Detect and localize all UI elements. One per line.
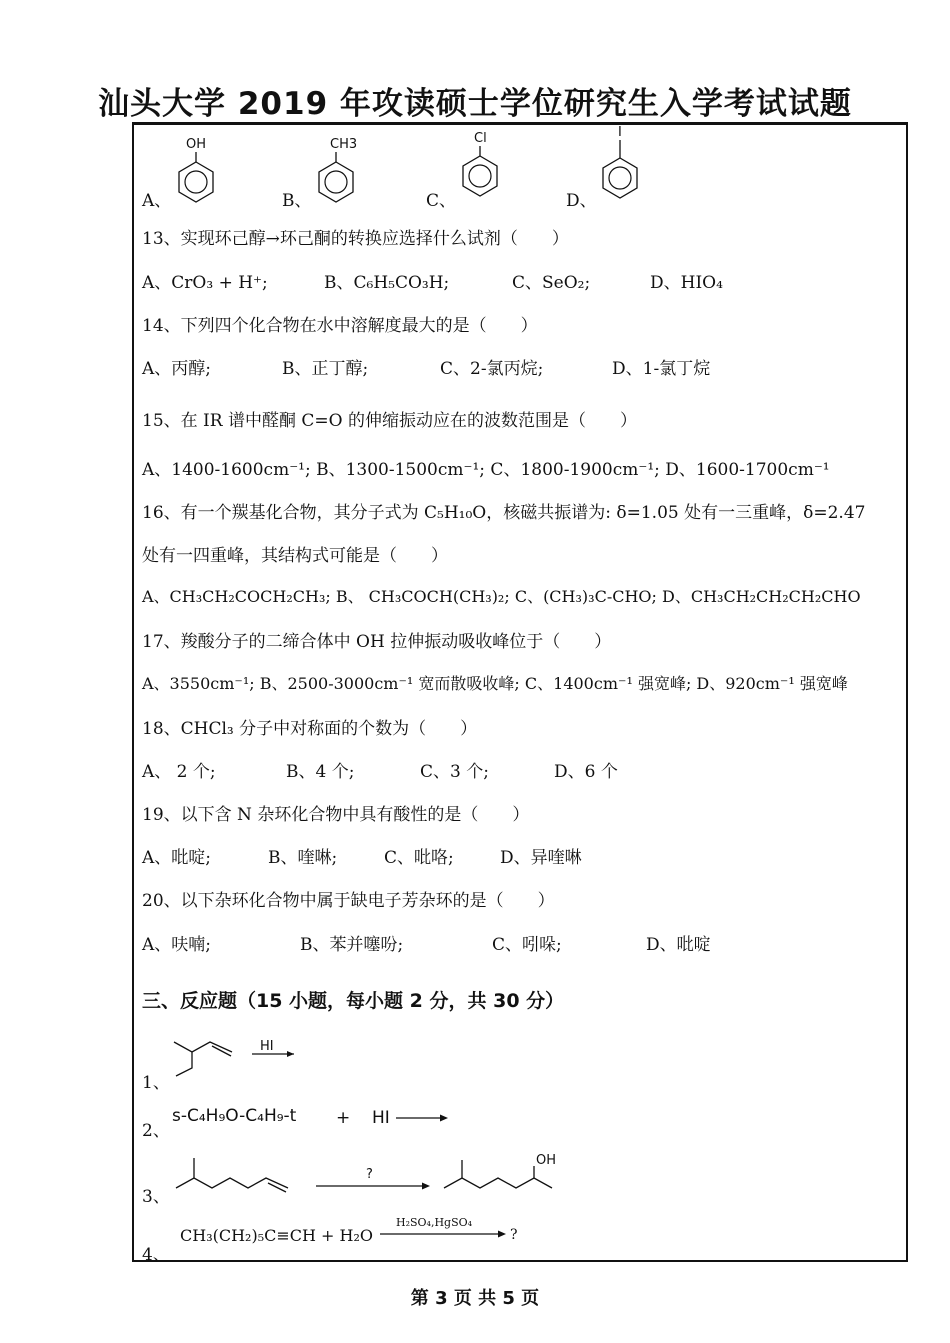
question-15: 15、在 IR 谱中醛酮 C=O 的伸缩振动应在的波数范围是（ ） xyxy=(142,411,637,431)
reaction-2-reagent: HI xyxy=(372,1108,390,1128)
q19-option-c: C、吡咯; xyxy=(384,848,454,868)
substituent-i: I xyxy=(618,125,622,140)
q14-option-b: B、正丁醇; xyxy=(282,359,369,379)
reaction-2-plus: + xyxy=(336,1108,351,1128)
reaction-1-number: 1、 xyxy=(142,1073,170,1093)
toluene-structure xyxy=(308,136,368,206)
q12-option-c-label: C、 xyxy=(426,191,457,211)
q18-option-c: C、3 个; xyxy=(420,762,489,782)
q12-option-b-label: B、 xyxy=(282,191,312,211)
q12-option-a-label: A、 xyxy=(142,191,172,211)
reaction-2-number: 2、 xyxy=(142,1121,170,1141)
reaction-4-scheme xyxy=(378,1214,518,1244)
reaction-1-reagent: HI xyxy=(260,1039,274,1054)
q17-options: A、3550cm⁻¹; B、2500-3000cm⁻¹ 宽而散吸收峰; C、1400cm⁻¹ 强宽峰; D、920cm⁻¹ 强宽峰 xyxy=(142,674,848,693)
q18-option-b: B、4 个; xyxy=(286,762,355,782)
question-20: 20、以下杂环化合物中属于缺电子芳杂环的是（ ） xyxy=(142,891,555,911)
reaction-4-product: ? xyxy=(510,1227,518,1243)
q12-option-d-label: D、 xyxy=(566,191,597,211)
q16-options: A、CH₃CH₂COCH₂CH₃; B、 CH₃COCH(CH₃)₂; C、(CH₃)₃C-CHO; D、CH₃CH₂CH₂CH₂CHO xyxy=(142,587,861,606)
q19-option-a: A、吡啶; xyxy=(142,848,212,868)
q19-option-d: D、异喹啉 xyxy=(500,848,582,868)
reaction-4-reagent: H₂SO₄,HgSO₄ xyxy=(396,1216,473,1229)
iodobenzene-structure xyxy=(592,125,652,204)
q18-option-a: A、 2 个; xyxy=(142,762,216,782)
q14-option-d: D、1-氯丁烷 xyxy=(612,359,711,379)
question-16-line2: 处有一四重峰，其结构式可能是（ ） xyxy=(142,546,448,566)
question-17: 17、羧酸分子的二缔合体中 OH 拉伸振动吸收峰位于（ ） xyxy=(142,632,612,652)
q13-option-a: A、CrO₃ + H⁺; xyxy=(142,273,268,293)
page-footer: 第 3 页 共 5 页 xyxy=(410,1288,540,1309)
q14-option-a: A、丙醇; xyxy=(142,359,212,379)
reaction-3-reagent: ? xyxy=(366,1167,373,1182)
reaction-3-product-oh: OH xyxy=(536,1153,557,1168)
substituent-cl: Cl xyxy=(474,131,487,146)
reaction-2-reactant: s-C₄H₉O-C₄H₉-t xyxy=(172,1106,297,1126)
reaction-4-number: 4、 xyxy=(142,1245,170,1265)
q19-option-b: B、喹啉; xyxy=(268,848,338,868)
question-16-line1: 16、有一个羰基化合物，其分子式为 C₅H₁₀O，核磁共振谱为: δ=1.05 处有一三重峰，δ=2.47 xyxy=(142,503,866,523)
question-14: 14、下列四个化合物在水中溶解度最大的是（ ） xyxy=(142,316,538,336)
q13-option-d: D、HIO₄ xyxy=(650,273,723,293)
substituent-ch3: CH3 xyxy=(330,137,358,152)
exam-title: 汕头大学 2019 年攻读硕士学位研究生入学考试试题 xyxy=(98,86,852,122)
question-18: 18、CHCl₃ 分子中对称面的个数为（ ） xyxy=(142,719,478,739)
q18-option-d: D、6 个 xyxy=(554,762,618,782)
q13-option-c: C、SeO₂; xyxy=(512,273,591,293)
reaction-3-number: 3、 xyxy=(142,1187,170,1207)
q15-options: A、1400-1600cm⁻¹; B、1300-1500cm⁻¹; C、1800-1900cm⁻¹; D、1600-1700cm⁻¹ xyxy=(142,460,830,480)
reaction-3-scheme xyxy=(172,1148,592,1202)
phenol-structure xyxy=(168,136,228,206)
reaction-2-arrow xyxy=(394,1110,454,1126)
reaction-4-reactants: CH₃(CH₂)₅C≡CH + H₂O xyxy=(180,1226,374,1245)
section-3-heading: 三、反应题（15 小题，每小题 2 分，共 30 分） xyxy=(142,990,565,1012)
q20-option-b: B、苯并噻吩; xyxy=(300,935,404,955)
chlorobenzene-structure xyxy=(452,130,512,200)
q14-option-c: C、2-氯丙烷; xyxy=(440,359,544,379)
substituent-oh: OH xyxy=(186,137,207,152)
question-13: 13、实现环己醇→环己酮的转换应选择什么试剂（ ） xyxy=(142,229,569,249)
question-19: 19、以下含 N 杂环化合物中具有酸性的是（ ） xyxy=(142,805,530,825)
q20-option-a: A、呋喃; xyxy=(142,935,212,955)
q20-option-d: D、吡啶 xyxy=(646,935,711,955)
q20-option-c: C、吲哚; xyxy=(492,935,562,955)
reaction-1-scheme xyxy=(170,1032,310,1082)
q13-option-b: B、C₆H₅CO₃H; xyxy=(324,273,450,293)
